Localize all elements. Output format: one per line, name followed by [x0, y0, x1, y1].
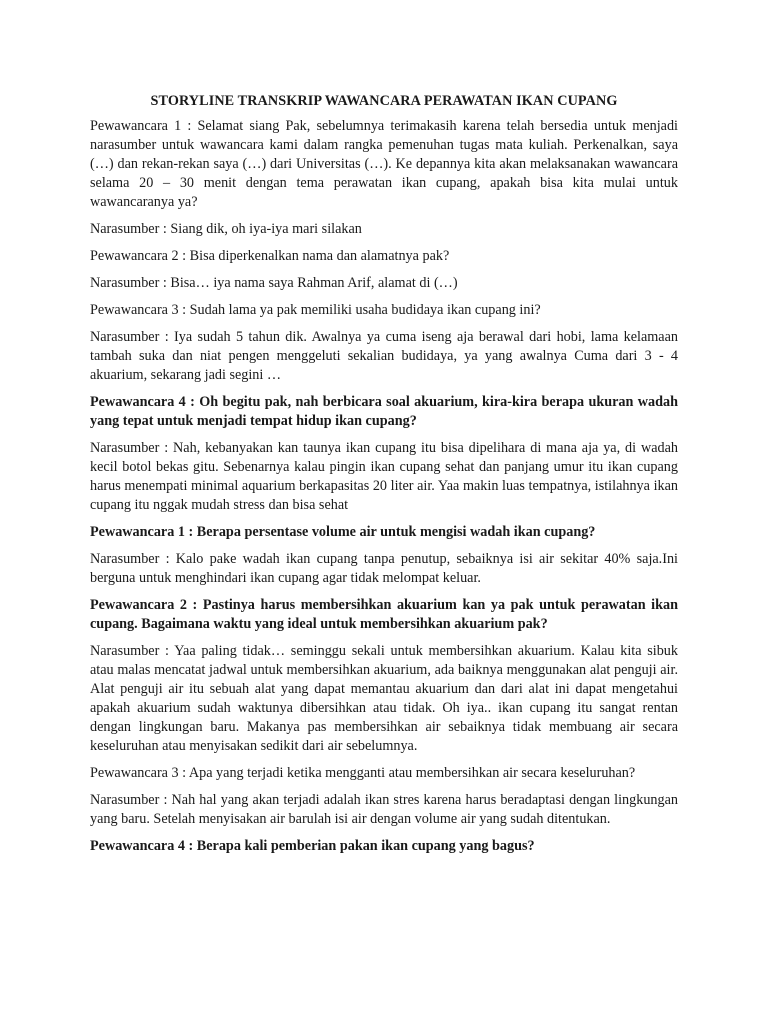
document-title: STORYLINE TRANSKRIP WAWANCARA PERAWATAN IKAN CUPANG — [150, 93, 618, 109]
paragraph-interviewer-3-business: Pewawancara 3 : Sudah lama ya pak memiliki usaha budidaya ikan cupang ini? — [90, 302, 541, 318]
paragraph-source-reply-aquarium-size: Narasumber : Nah, kebanyakan kan taunya ikan cupang itu bisa dipelihara di mana aja ya, di wadah kecil botol bekas gitu. Sebenarnya kalau pingin ikan cupang sehat dan panjang umur itu ikan cupang harus menempati minimal aquarium berkapasitas 20 liter air. Yaa makin luas tempatnya, istilahnya ikan cupang itu nggak mudah stress dan bisa sehat — [90, 440, 678, 513]
paragraph-interviewer-2-cleaning-time: Pewawancara 2 : Pastinya harus membersihkan akuarium kan ya pak untuk perawatan ikan cupang. Bagaimana waktu yang ideal untuk membersihkan akuarium pak? — [90, 597, 678, 632]
paragraph-interviewer-1-water-volume: Pewawancara 1 : Berapa persentase volume air untuk mengisi wadah ikan cupang? — [90, 524, 596, 540]
paragraph-source-reply-business: Narasumber : Iya sudah 5 tahun dik. Awalnya ya cuma iseng aja berawal dari hobi, lama kelamaan tambah suka dan niat pengen menggeluti sekalian budidaya, ya yang awalnya Cuma dari 3 - 4 akuarium, sekarang jadi segini … — [90, 329, 678, 383]
paragraph-interviewer-1-greeting: Pewawancara 1 : Selamat siang Pak, sebelumnya terimakasih karena telah bersedia untuk menjadi narasumber untuk wawancara kami dalam rangka pemenuhan tugas mata kuliah. Perkenalkan, saya (…) dan rekan-rekan saya (…) dari Universitas (…). Ke depannya kita akan melaksanakan wawancara selama 20 – 30 menit dengan tema perawatan ikan cupang, apakah bisa kita mulai untuk wawancaranya ya? — [90, 118, 678, 210]
paragraph-source-reply-name: Narasumber : Bisa… iya nama saya Rahman Arif, alamat di (…) — [90, 275, 458, 291]
paragraph-interviewer-3-full-change: Pewawancara 3 : Apa yang terjadi ketika mengganti atau membersihkan air secara keseluruhan? — [90, 765, 636, 781]
paragraph-interviewer-4-aquarium-size: Pewawancara 4 : Oh begitu pak, nah berbicara soal akuarium, kira-kira berapa ukuran wadah yang tepat untuk menjadi tempat hidup ikan cupang? — [90, 394, 678, 429]
paragraph-interviewer-2-name: Pewawancara 2 : Bisa diperkenalkan nama dan alamatnya pak? — [90, 248, 450, 264]
document-page — [90, 92, 678, 864]
paragraph-source-reply-cleaning-time: Narasumber : Yaa paling tidak… seminggu sekali untuk membersihkan akuarium. Kalau kita sibuk atau malas mencatat jadwal untuk membersihkan akuarium, ada baiknya menggunakan alat penguji air. Alat penguji air itu sebuah alat yang dapat memantau akuarium dan dari alat ini dapat mengetahui apakah akuarium sudah waktunya dibersihkan atau tidak. Oh iya.. ikan cupang itu sangat rentan dengan lingkungan baru. Makanya pas membersihkan air sebaiknya tidak membuang air secara keseluruhan atau menyisakan sedikit dari air sebelumnya. — [90, 643, 678, 754]
paragraph-source-reply-water-volume: Narasumber : Kalo pake wadah ikan cupang tanpa penutup, sebaiknya isi air sekitar 40% saja.Ini berguna untuk menghindari ikan cupang agar tidak melompat keluar. — [90, 551, 678, 586]
paragraph-interviewer-4-feeding: Pewawancara 4 : Berapa kali pemberian pakan ikan cupang yang bagus? — [90, 838, 535, 854]
paragraph-source-reply-full-change: Narasumber : Nah hal yang akan terjadi adalah ikan stres karena harus beradaptasi dengan lingkungan yang baru. Setelah menyisakan air barulah isi air dengan volume air yang sudah ditentukan. — [90, 792, 678, 827]
paragraph-source-reply-greeting: Narasumber : Siang dik, oh iya-iya mari silakan — [90, 221, 362, 237]
